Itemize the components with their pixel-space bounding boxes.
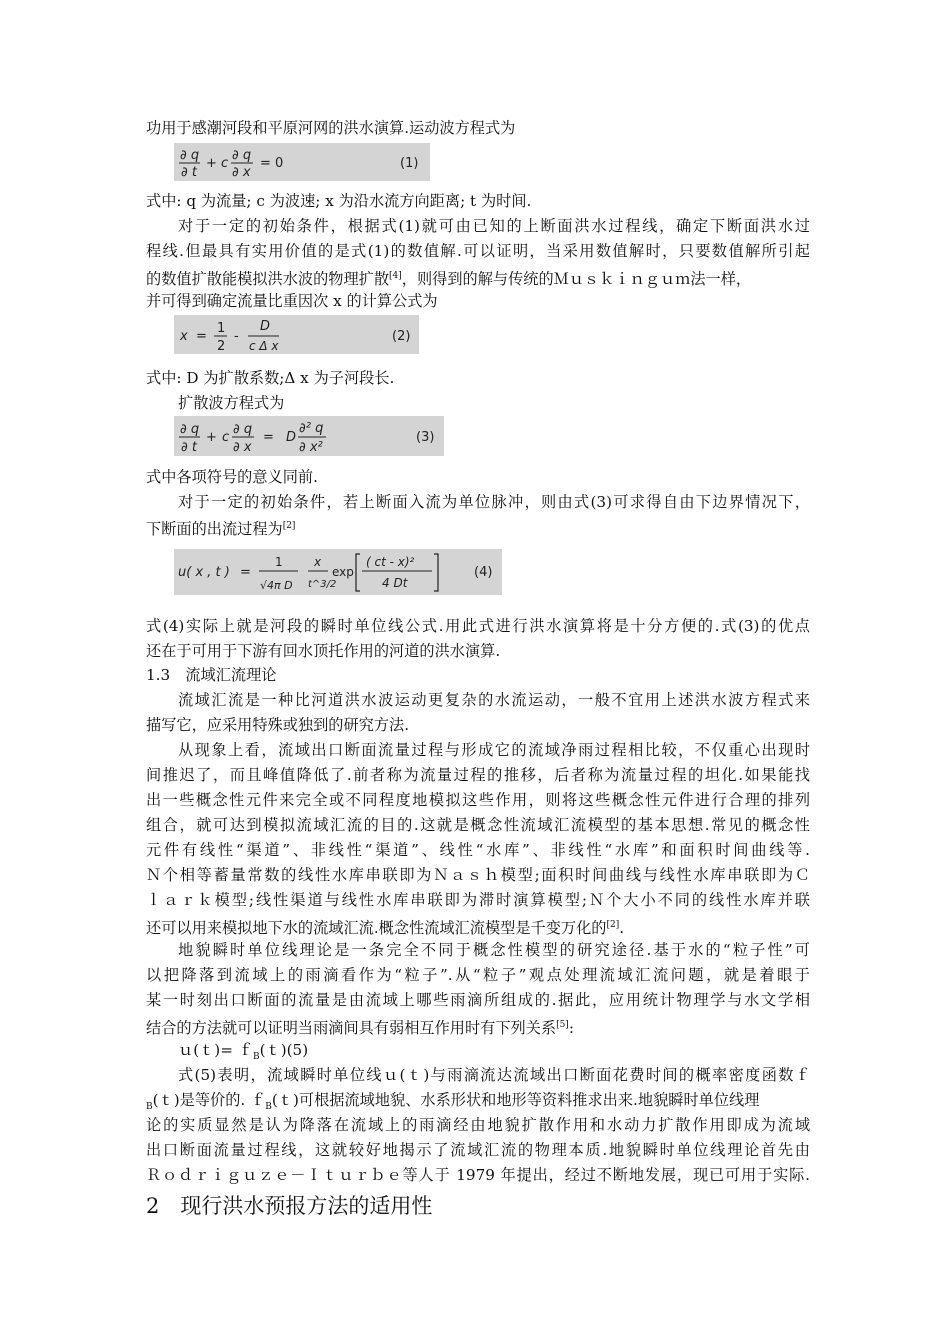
paragraph-line: 对于一定的初始条件，根据式(1)就可由已知的上断面洪水过程线，确定下断面洪水过 [178, 217, 810, 235]
citation: [5] [556, 1020, 569, 1030]
eq1-plus: + [206, 156, 217, 171]
paragraph-line: 流域汇流是一种比河道洪水波运动更复杂的水流运动，一般不宜用上述洪水波方程式来 [178, 691, 810, 709]
eq4-denom: 4 Dt [382, 576, 408, 590]
paragraph-line: 还在于可用于下游有回水顶托作用的河道的洪水演算. [146, 642, 501, 660]
eq2-two: 2 [217, 339, 226, 354]
eq4-number: (4) [474, 565, 493, 580]
paragraph-line: 式(5)表明，流域瞬时单位线ｕ(ｔ)与雨滴流达流域出口断面花费时间的概率密度函数ｆ [178, 1066, 810, 1084]
eq4-eq: = [240, 565, 251, 580]
citation: [4] [389, 271, 402, 281]
paragraph-line: 间推迟了，而且峰值降低了.前者称为流量过程的推移，后者称为流量过程的坦化.如果能找 [146, 766, 810, 784]
eq3-dx2: ∂ x² [299, 440, 323, 455]
paragraph-line: $_B$(ｔ)是等价的. ｆ$_B$(ｔ)可根据流域地貌、水系形状和地形等资料推求出来.地貌瞬时单位线理 [146, 1091, 760, 1112]
eq4-numer: ( ct - x)² [366, 555, 415, 569]
paragraph-line: 描写它，应采用特殊或独到的研究方法. [146, 716, 410, 734]
paragraph-line: Ｎ个相等蓄量常数的线性水库串联即为Ｎａｓｈ模型;面积时间曲线与线性水库串联即为Ｃ [146, 866, 810, 884]
paragraph-line: 结合的方法就可以证明当雨滴间具有弱相互作用时有下列关系[5]: [146, 1019, 574, 1037]
paragraph-line: 某一时刻出口断面的流量是由流域上哪些雨滴所组成的.据此，应用统计物理学与水文学相 [146, 991, 810, 1009]
equation-1 [174, 143, 430, 181]
eq4-exp: exp [332, 565, 354, 579]
eq4-x: x [314, 555, 322, 569]
paragraph-line: 地貌瞬时单位线理论是一条完全不同于概念性模型的研究途径.基于水的“粒子性”可 [178, 941, 810, 959]
eq1-number: (1) [400, 156, 419, 171]
eq3-c: c [222, 430, 230, 445]
equation-2 [174, 315, 419, 354]
eq2-D: D [260, 319, 271, 334]
eq2-minus: - [234, 329, 239, 344]
citation: [2] [282, 521, 296, 531]
section-heading: 1.3 流域汇流理论 [146, 666, 277, 684]
paragraph-line: 还可以用来模拟地下水的流域汇流.概念性流域汇流模型是千变万化的[2]. [146, 919, 625, 937]
paragraph-line: 功用于感潮河段和平原河网的洪水演算.运动波方程式为 [146, 119, 516, 137]
paragraph-line: 组合，就可达到模拟流域汇流的目的.这就是概念性流域汇流模型的基本思想.常见的概念性 [146, 816, 810, 834]
paragraph-line: 式中各项符号的意义同前. [146, 468, 318, 486]
eq2-number: (2) [392, 329, 411, 344]
eq3-dq2: ∂ q [233, 422, 253, 437]
paragraph-line: 程线.但最具有实用价值的是式(1)的数值解.可以证明，当采用数值解时，只要数值解所引起 [146, 242, 810, 260]
eq3-dt: ∂ t [181, 440, 197, 455]
citation: [2] [606, 920, 620, 930]
paragraph-line: ｌａｒｋ模型;线性渠道与线性水库串联即为滞时演算模型;Ｎ个大小不同的线性水库并联 [146, 891, 810, 909]
paragraph-line: 以把降落到流域上的雨滴看作为“粒子”.从“粒子”观点处理流域汇流问题，就是着眼于 [146, 966, 810, 984]
eq3-number: (3) [416, 430, 435, 445]
paragraph-line: 的数值扩散能模拟洪水波的物理扩散[4]，则得到的解与传统的Ｍｕｓｋｉｎｇｕｍ法一样， [146, 270, 752, 288]
eq3-dq: ∂ q [180, 422, 200, 437]
paragraph-line: 式(4)实际上就是河段的瞬时单位线公式.用此式进行洪水演算将是十分方便的.式(3)的优点 [146, 617, 810, 635]
paragraph-line: 式中: D 为扩散系数;Δ x 为子河段长. [146, 369, 395, 387]
paragraph-line: 式中: q 为流量; c 为波速; x 为沿水流方向距离; t 为时间. [146, 192, 532, 210]
paragraph-line: 下断面的出流过程为[2] [146, 520, 296, 538]
section-heading-2: 2 现行洪水预报方法的适用性 [146, 1194, 433, 1218]
equation-5: ｕ(ｔ)= ｆ$_B$(ｔ)(5) [178, 1041, 309, 1062]
eq1-dq: ∂ q [180, 148, 200, 163]
paragraph-line: Ｒｏｄｒｉｇｕｚｅ－Ｉｔｕｒｂｅ等人于 1979 年提出，经过不断地发展，现已可用于实际. [146, 1166, 810, 1184]
eq4-lhs: u( x , t ) [178, 565, 230, 580]
eq3-plus: + [206, 430, 217, 445]
paragraph-line: 出一些概念性元件来完全或不同程度地模拟这些作用，则将这些概念性元件进行合理的排列 [146, 791, 810, 809]
eq2-one: 1 [217, 321, 226, 336]
paragraph-line: 论的实质显然是认为降落在流域上的雨滴经由地貌扩散作用和水动力扩散作用即成为流域 [146, 1116, 810, 1134]
eq1-dx: ∂ x [232, 165, 251, 180]
equation-3 [174, 416, 444, 456]
eq1-dt: ∂ t [181, 165, 197, 180]
equation-4 [174, 549, 502, 595]
eq3-d2q: ∂² q [299, 421, 324, 436]
eq3-D: D [286, 430, 297, 445]
eq1-dq2: ∂ q [232, 148, 252, 163]
paragraph-line: 元件有线性“渠道”、非线性“渠道”、线性“水库”、非线性“水库”和面积时间曲线等. [146, 841, 810, 859]
eq1-c: c [221, 156, 229, 171]
paragraph-line: 扩散波方程式为 [178, 394, 285, 412]
eq3-dx: ∂ x [233, 440, 252, 455]
eq4-t32: t^3/2 [308, 579, 337, 590]
eq4-sqrt: √4π D [260, 579, 293, 592]
eq3-eq: = [263, 430, 274, 445]
eq1-rhs: = 0 [260, 156, 284, 171]
eq4-one: 1 [275, 555, 283, 569]
paragraph-line: 从现象上看，流域出口断面流量过程与形成它的流域净雨过程相比较，不仅重心出现时 [178, 741, 810, 759]
paragraph-line: 出口断面流量过程线，这就较好地揭示了流域汇流的物理本质.地貌瞬时单位线理论首先由 [146, 1141, 810, 1159]
eq2-x: x [180, 329, 188, 344]
paragraph-line: 对于一定的初始条件，若上断面入流为单位脉冲，则由式(3)可求得自由下边界情况下， [178, 493, 810, 511]
eq2-eq: = [196, 329, 207, 344]
eq2-cdx: c Δ x [249, 339, 279, 353]
paragraph-line: 并可得到确定流量比重因次 x 的计算公式为 [146, 292, 438, 310]
